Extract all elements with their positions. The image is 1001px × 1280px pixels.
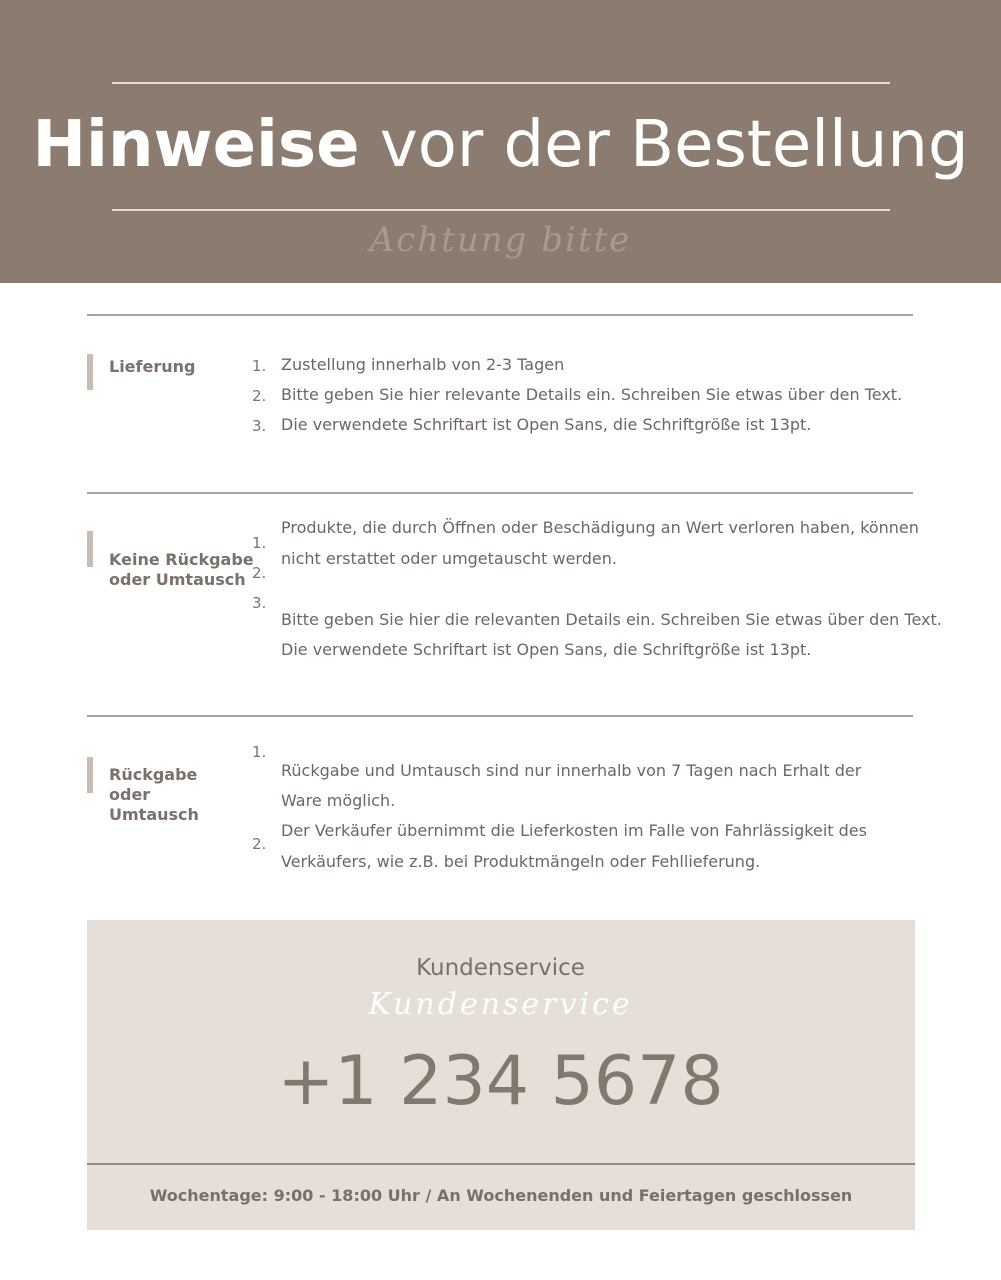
list-item: Die verwendete Schriftart ist Open Sans, die Schriftgröße ist 13pt.	[281, 640, 812, 659]
section-label-line: Lieferung	[109, 357, 196, 376]
section-label-line: oder	[109, 785, 151, 804]
section-marker	[87, 531, 93, 567]
list-number: 3.	[252, 417, 267, 435]
footer-divider	[87, 1163, 915, 1165]
list-number: 1.	[252, 743, 267, 761]
section-label-line: Rückgabe	[109, 765, 198, 784]
section-divider	[87, 314, 913, 316]
list-item: Rückgabe und Umtausch sind nur innerhalb von 7 Tagen nach Erhalt der	[281, 761, 862, 780]
list-item: Der Verkäufer übernimmt die Lieferkosten im Falle von Fahrlässigkeit des	[281, 821, 867, 840]
opening-hours: Wochentage: 9:00 - 18:00 Uhr / An Wochenenden und Feiertagen geschlossen	[149, 1186, 853, 1205]
list-item: Die verwendete Schriftart ist Open Sans, die Schriftgröße ist 13pt.	[281, 415, 812, 434]
phone-number[interactable]: +1 234 5678	[277, 1042, 724, 1121]
list-number: 2.	[252, 387, 267, 405]
section-marker	[87, 757, 93, 793]
header-bottom-divider	[112, 209, 890, 211]
section-divider	[87, 715, 913, 717]
page-title	[0, 100, 1001, 190]
header-top-divider	[112, 82, 890, 84]
list-number: 3.	[252, 594, 267, 612]
list-number: 1.	[252, 534, 267, 552]
list-number: 2.	[252, 564, 267, 582]
list-item: Verkäufers, wie z.B. bei Produktmängeln oder Fehllieferung.	[281, 852, 761, 871]
section-label-lieferung	[109, 357, 195, 377]
list-item: Ware möglich.	[281, 791, 396, 810]
header-banner	[0, 0, 1001, 283]
list-item: Produkte, die durch Öffnen oder Beschädigung an Wert verloren haben, können	[281, 518, 919, 537]
list-item: Zustellung innerhalb von 2-3 Tagen	[281, 355, 565, 374]
list-item: Bitte geben Sie hier relevante Details ein. Schreiben Sie etwas über den Text.	[281, 385, 903, 404]
list-item: nicht erstattet oder umgetauscht werden.	[281, 549, 617, 568]
section-label-line: oder Umtausch	[109, 570, 246, 589]
list-item: Bitte geben Sie hier die relevanten Details ein. Schreiben Sie etwas über den Text.	[281, 610, 942, 629]
section-label-rueckgabe	[109, 765, 199, 825]
header-script-subtitle: Achtung bitte	[369, 220, 632, 260]
section-label-line: Umtausch	[109, 805, 199, 824]
section-divider	[87, 492, 913, 494]
section-label-keine-rueckgabe	[109, 550, 254, 590]
section-marker	[87, 354, 93, 390]
customer-service-title: Kundenservice	[416, 955, 585, 981]
list-number: 2.	[252, 835, 267, 853]
section-label-line: Keine Rückgabe	[109, 550, 254, 569]
page-title-bold: Hinweise	[32, 108, 360, 182]
customer-service-script: Kundenservice	[368, 987, 633, 1022]
list-number: 1.	[252, 357, 267, 375]
page-title-rest: vor der Bestellung	[359, 108, 969, 182]
